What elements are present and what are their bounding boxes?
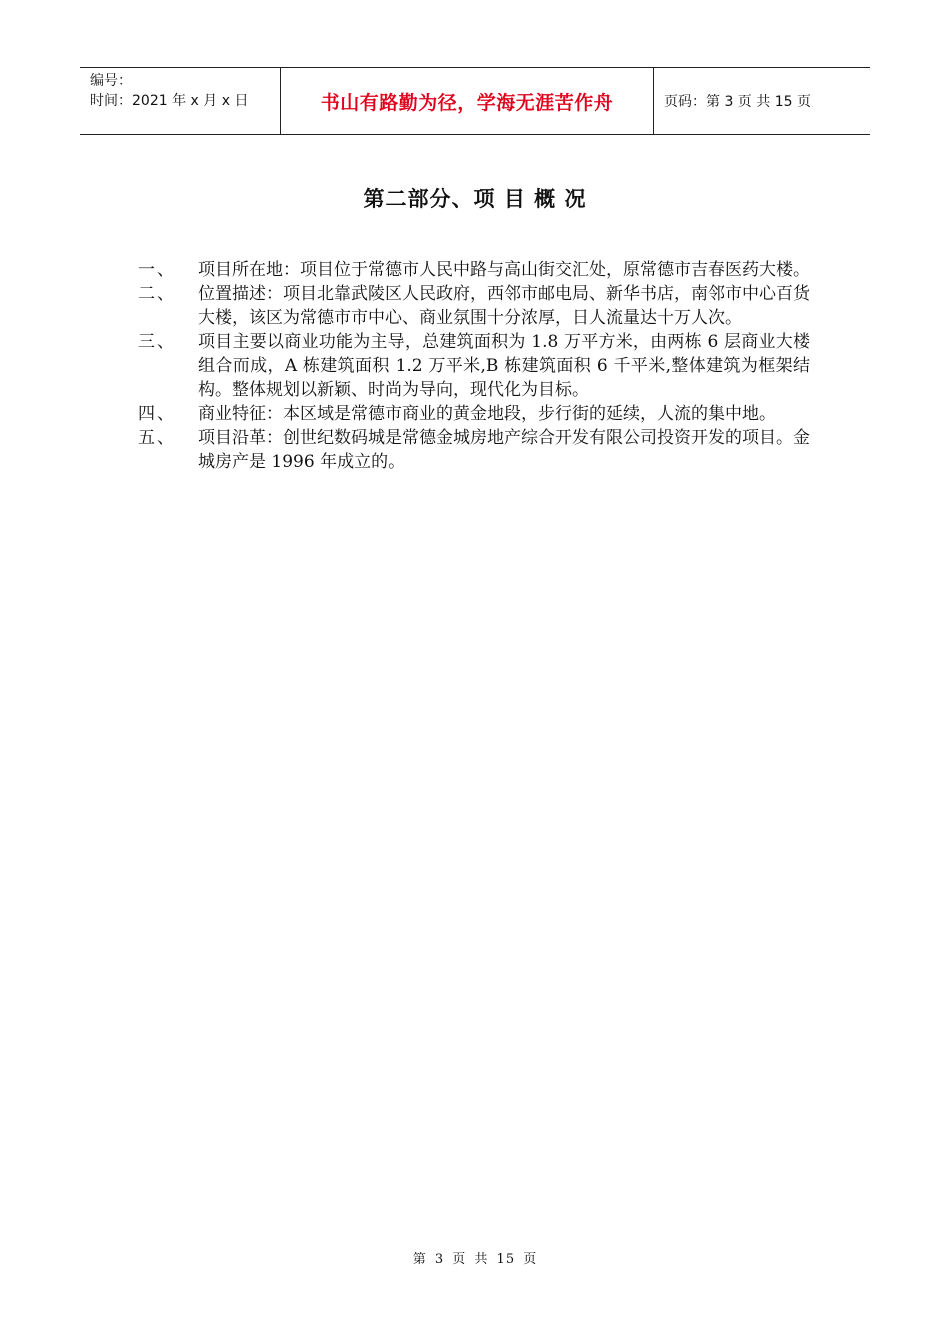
- list-item-number: 五、: [138, 428, 176, 448]
- section-title: 第二部分、项 目 概 况: [363, 187, 587, 211]
- header-page-code: 页码：第 3 页 共 15 页: [664, 94, 811, 110]
- header-meta: [80, 68, 281, 134]
- list-item: [138, 258, 812, 282]
- document-date-label: 时间：2021 年 x 月 x 日: [90, 93, 249, 109]
- list-item-text: 项目沿革：创世纪数码城是常德金城房地产综合开发有限公司投资开发的项目。金城房产是 1996 年成立的。: [198, 428, 810, 472]
- list-item-text: 商业特征：本区域是常德市商业的黄金地段，步行街的延续，人流的集中地。: [198, 404, 776, 424]
- list-item-text: 项目主要以商业功能为主导，总建筑面积为 1.8 万平方米，由两栋 6 层商业大楼组合而成，A 栋建筑面积 1.2 万平米,B 栋建筑面积 6 千平米,整体建筑为框架结构。整体规划以新颖、时尚为导向，现代化为目标。: [198, 332, 810, 400]
- list-item-number: 一、: [138, 260, 176, 280]
- list-item: [138, 402, 812, 426]
- list-item: [138, 426, 812, 474]
- list-item: [138, 282, 812, 330]
- list-item: [138, 330, 812, 402]
- header-motto: 书山有路勤为径，学海无涯苦作舟: [281, 68, 654, 134]
- list-item-number: 四、: [138, 404, 176, 424]
- overview-list: [138, 258, 812, 474]
- list-item-text: 项目所在地：项目位于常德市人民中路与高山街交汇处，原常德市吉春医药大楼。: [198, 260, 810, 280]
- document-number-label: 编号：: [90, 73, 132, 89]
- list-item-number: 三、: [138, 332, 176, 352]
- list-item-text: 位置描述：项目北靠武陵区人民政府，西邻市邮电局、新华书店，南邻市中心百货大楼，该区为常德市市中心、商业氛围十分浓厚，日人流量达十万人次。: [198, 284, 810, 328]
- list-item-number: 二、: [138, 284, 176, 304]
- page-footer: 第 3 页 共 15 页: [412, 1252, 538, 1267]
- page-header: [80, 67, 870, 135]
